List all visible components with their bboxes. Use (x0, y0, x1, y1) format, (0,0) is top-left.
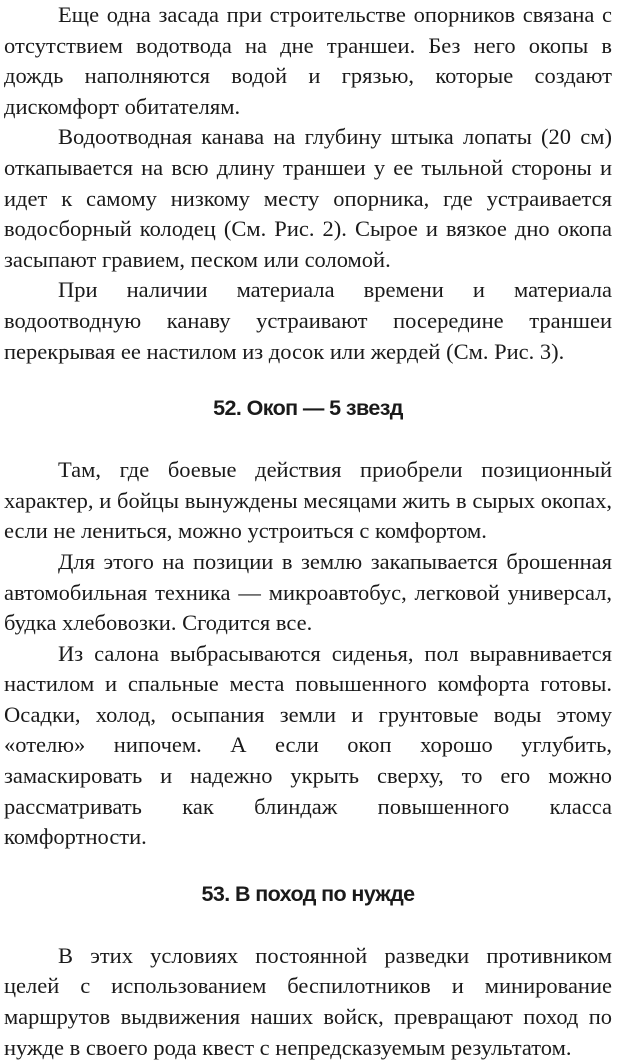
section-heading-52: 52. Окоп — 5 звезд (213, 396, 403, 421)
paragraph: Для этого на позиции в землю закапывается брошенная автомобильная техника — микроавтобус, легковой универсал, будка хлебовозки. Сгодится все. (4, 548, 612, 636)
paragraph: Еще одна засада при строительстве опорников связана с отсутствием водотвода на дне траншеи. Без него окопы в дождь наполняются водой и грязью, которые создают дискомфорт обитателям. (4, 2, 612, 119)
paragraph: Водоотводная канава на глубину штыка лопаты (20 см) откапывается на всю длину траншеи у ее тыльной стороны и идет к самому низкому месту опорника, где устраивается водосборный колодец (См. Рис. 2). Сырое и вязкое дно окопа засыпают гравием, песком или соломой. (4, 124, 612, 272)
paragraph: Там, где боевые действия приобрели позиционный характер, и бойцы вынуждены месяцами жить в сырых окопах, если не лениться, можно устроиться с комфортом. (4, 457, 612, 544)
paragraph: Из салона выбрасываются сиденья, пол выравнивается настилом и спальные места повышенного комфорта готовы. Осадки, холод, осыпания земли и грунтовые воды этому «отелю» нипочем. А если окоп хорошо углубить, замаскировать и надежно укрыть сверху, то его можно рассматривать как блиндаж повышенного класса комфортности. (4, 640, 612, 850)
section-heading-53: 53. В поход по нужде (201, 881, 415, 906)
paragraph: В этих условиях постоянной разведки противником целей с использованием беспилотников и минирование маршрутов выдвижения наших войск, превращают поход по нужде в своего рода квест с непредсказуемым результатом. (4, 942, 612, 1060)
paragraph: При наличии материала времени и материала водоотводную канаву устраивают посередине траншеи перекрывая ее настилом из досок или жердей (См. Рис. 3). (4, 277, 612, 364)
book-page (4, 0, 612, 1063)
